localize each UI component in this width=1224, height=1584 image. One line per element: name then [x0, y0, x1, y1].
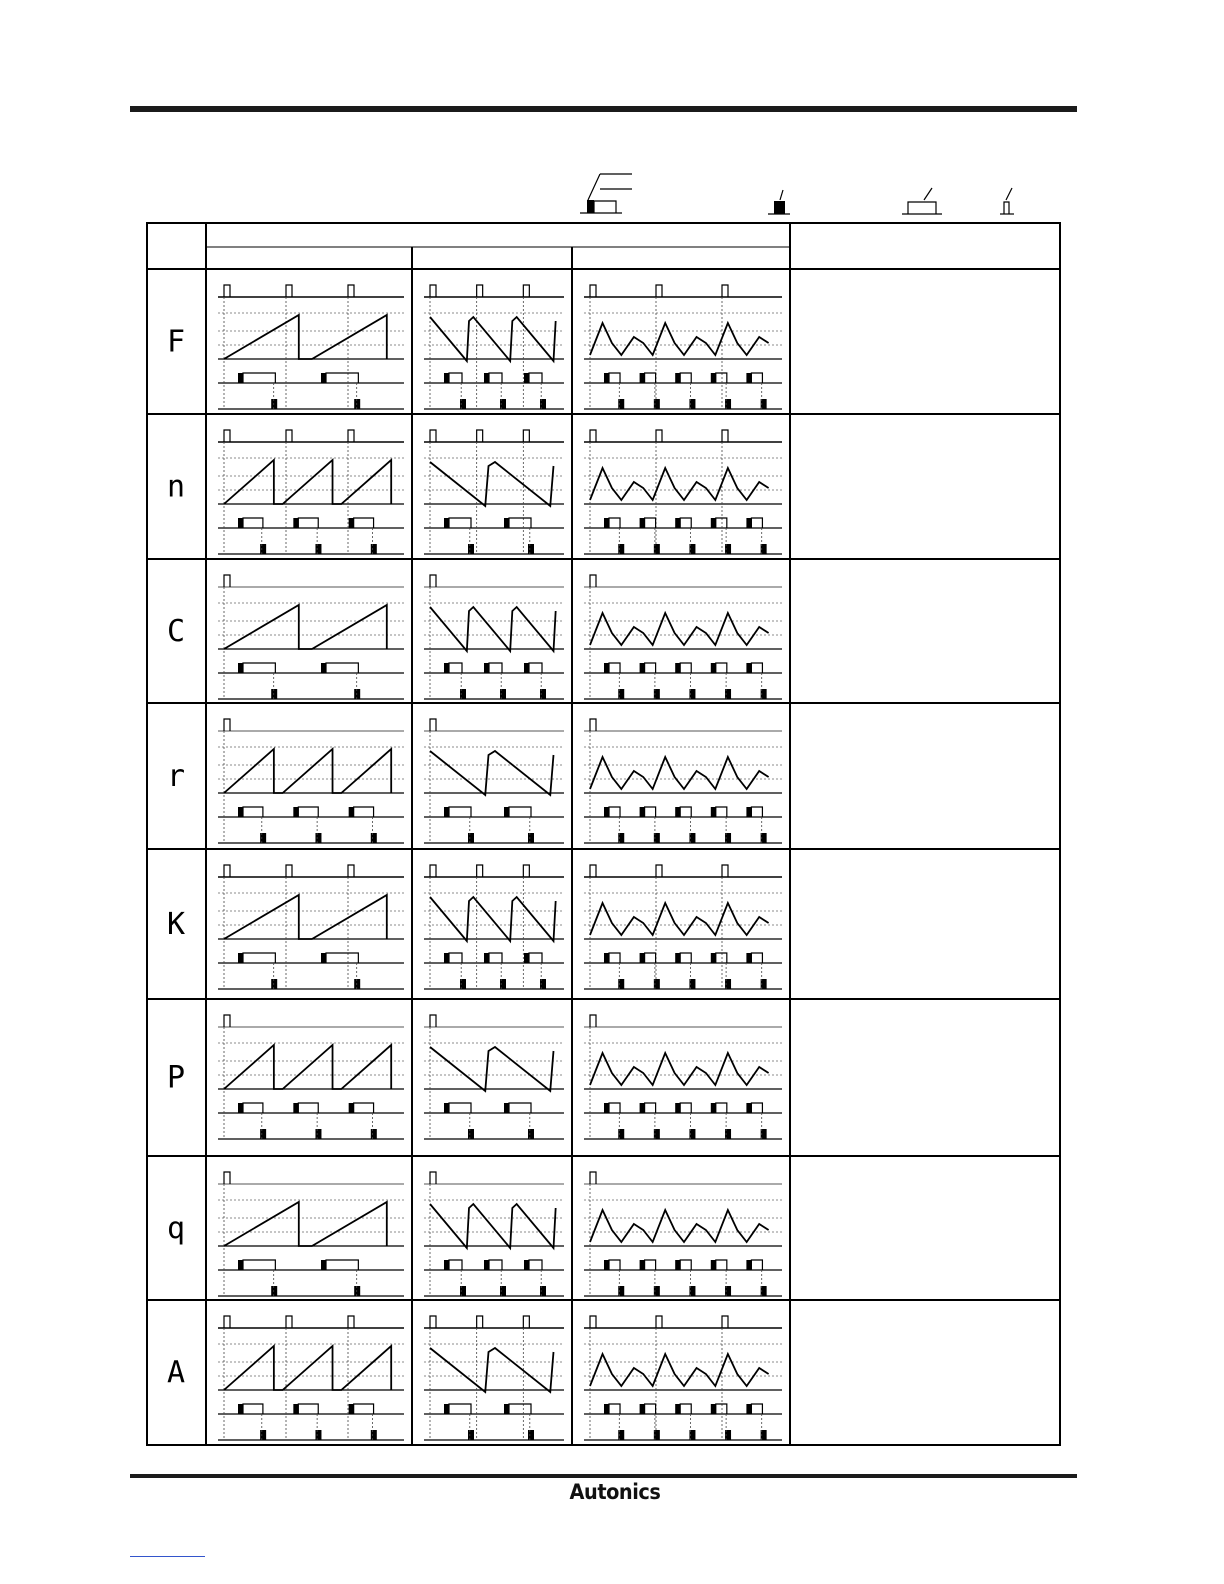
timing-chart-ramp	[218, 575, 404, 699]
timing-chart-down	[424, 430, 564, 554]
mode-code-label: A	[166, 1355, 186, 1391]
timing-chart-zig	[584, 575, 782, 699]
timing-chart-ramp	[218, 719, 404, 843]
table-frame	[147, 223, 1060, 1445]
timing-chart-zig	[584, 719, 782, 843]
input-pulse-legend-icon	[580, 174, 632, 213]
bottom-rule	[130, 1474, 1077, 1478]
timing-chart-zig	[584, 1316, 782, 1440]
timing-chart-down	[424, 719, 564, 843]
mode-code-label: C	[166, 614, 186, 649]
narrow-pulse-legend-icon	[1000, 188, 1014, 214]
mode-code-label: r	[166, 759, 186, 794]
mode-row	[147, 865, 1060, 999]
timing-chart-down	[424, 1015, 564, 1139]
mode-code-label: q	[166, 1211, 186, 1246]
timing-chart-zig	[584, 865, 782, 989]
mode-rows	[147, 285, 1060, 1445]
timing-chart-down	[424, 285, 564, 409]
timing-chart-down	[424, 1316, 564, 1440]
timing-chart-ramp	[218, 1015, 404, 1139]
mode-code-label: n	[166, 469, 186, 505]
mode-row	[147, 430, 1060, 559]
timing-chart-down	[424, 575, 564, 699]
mode-code-label: P	[166, 1060, 186, 1096]
output-mode-table	[146, 222, 1062, 1448]
output-on-legend-icon	[768, 190, 790, 214]
mode-row	[147, 575, 1060, 703]
timing-chart-zig	[584, 1172, 782, 1296]
timing-chart-down	[424, 865, 564, 989]
timing-chart-down	[424, 1172, 564, 1296]
brand-logo-text: Autonics	[569, 1480, 661, 1504]
mode-row	[147, 719, 1060, 849]
mode-row	[147, 1172, 1060, 1300]
mode-code-label: K	[166, 907, 186, 942]
mode-row	[147, 1015, 1060, 1156]
timing-chart-zig	[584, 430, 782, 554]
mode-code-label: F	[166, 324, 186, 360]
top-rule	[130, 106, 1077, 112]
output-off-legend-icon	[902, 188, 942, 214]
timing-chart-ramp	[218, 865, 404, 989]
mode-row	[147, 1316, 1060, 1445]
timing-chart-ramp	[218, 285, 404, 409]
timing-chart-ramp	[218, 1316, 404, 1440]
timing-chart-ramp	[218, 1172, 404, 1296]
timing-chart-ramp	[218, 430, 404, 554]
legend-symbols	[560, 160, 1030, 224]
footer-link-underline	[130, 1556, 205, 1557]
timing-chart-zig	[584, 1015, 782, 1139]
mode-row	[147, 285, 1060, 414]
timing-chart-zig	[584, 285, 782, 409]
